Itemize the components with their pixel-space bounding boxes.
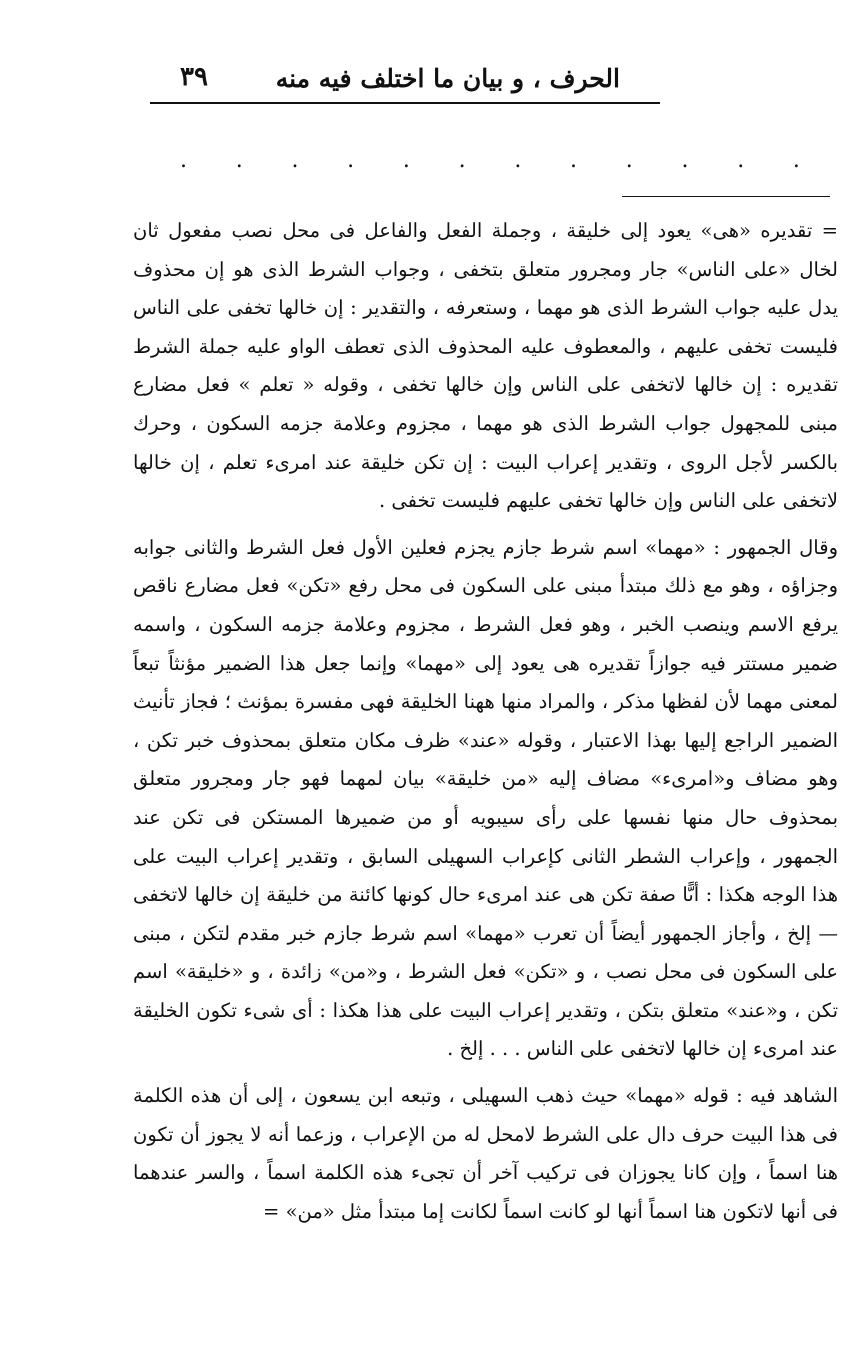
separator-dot: . <box>347 148 355 173</box>
separator-dot: . <box>402 148 410 173</box>
separator-dot: . <box>291 148 299 173</box>
separator-dot: . <box>458 148 466 173</box>
separator-dot: . <box>737 148 745 173</box>
separator-dot: . <box>570 148 578 173</box>
footnote-paragraph-jumhur: وقال الجمهور : «مهما» اسم شرط جازم يجزم فعلين الأول فعل الشرط والثانى جوابه وجزاؤه ، وهو مع ذلك مبتدأ مبنى على السكون فى محل رفع «تكن» فعل مضارع ناقص يرفع الاسم وينصب الخبر ، وهو فعل الشرط ، مجزوم وعلامة جزمه السكون ، واسمه ضمير مستتر فيه جوازاً تقديره هى يعود إلى «مهما» وإنما جعل هذا الضمير مؤنثاً تبعاً لمعنى مهما لأن لفظها مذكر ، والمراد منها ههنا الخليقة فهى مفسرة بمؤنث ؛ فجاز تأنيث الضمير الراجع إليها بهذا الاعتبار ، وقوله «عند» ظرف مكان متعلق بمحذوف خبر تكن ، وهو مضاف و«امرىء» مضاف إليه «من خليقة» بيان لمهما فهو جار ومجرور متعلق بمحذوف حال منها نفسها على رأى سيبويه أو من ضميرها المستكن فى تكن عند الجمهور ، وإعراب الشطر الثانى كإعراب السهيلى السابق ، وتقدير إعراب البيت على هذا الوجه هكذا : أىًّا صفة تكن هى عند امرىء حال كونها كائنة من خليقة إن خالها لاتخفى — إلخ ، وأجاز الجمهور أيضاً أن تعرب «مهما» اسم شرط جازم خبر مقدم لتكن ، مبنى على السكون فى محل نصب ، و «تكن» فعل الشرط ، و«من» زائدة ، و «خليقة» اسم تكن ، و«عند» متعلق بتكن ، وتقدير إعراب البيت على هذا هكذا : أى شىء تكون الخليقة عند امرىء إن خالها لاتخفى على الناس . . . إلخ . <box>133 535 838 1061</box>
separator-dot: . <box>235 148 243 173</box>
separator-dot: . <box>514 148 522 173</box>
header-rule <box>150 102 660 104</box>
separator-dot: . <box>625 148 633 173</box>
separator-dot: . <box>681 148 689 173</box>
footnote-paragraph-continuation: = تقديره «هى» يعود إلى خليقة ، وجملة الفعل والفاعل فى محل نصب مفعول ثان لخال «على الناس» جار ومجرور متعلق بتخفى ، وجواب الشرط الذى هو إن محذوف يدل عليه جواب الشرط الذى هو مهما ، وستعرفه ، والتقدير : إن خالها تخفى على الناس فليست تخفى عليهم ، والمعطوف عليه المحذوف الذى تعطف الواو عليه جملة الشرط تقديره : إن خالها لاتخفى على الناس وإن خالها تخفى ، وقوله « تعلم » فعل مضارع مبنى للمجهول جواب الشرط الذى هو مهما ، مجزوم وعلامة جزمه السكون ، وحرك بالكسر لأجل الروى ، وتقدير إعراب البيت : إن تكن خليقة عند امرىء تعلم ، إن خالها لاتخفى على الناس وإن خالها تخفى عليهم فليست تخفى . <box>133 219 838 513</box>
footnote-paragraph-shahid: الشاهد فيه : قوله «مهما» حيث ذهب السهيلى ، وتبعه ابن يسعون ، إلى أن هذه الكلمة فى هذا البيت حرف دال على الشرط لامحل له من الإعراب ، وزعما أنه لا يجوز أن تكون هنا اسماً ، وإن كانا يجوزان فى تركيب آخر أن تجىء هذه الكلمة اسماً ، والسر عندهما فى أنها لاتكون هنا اسماً أنها لو كانت اسماً لكانت إما مبتدأ مثل «من» = <box>133 1084 838 1223</box>
running-title: الحرف ، و بيان ما اختلف فيه منه <box>275 64 620 93</box>
footnote-rule <box>622 196 830 197</box>
separator-dots <box>180 150 800 172</box>
separator-dot: . <box>792 148 800 173</box>
page-header <box>150 58 660 106</box>
footnote-text <box>133 212 838 1231</box>
page-number: ٣٩ <box>180 62 208 92</box>
separator-dot: . <box>180 148 187 173</box>
